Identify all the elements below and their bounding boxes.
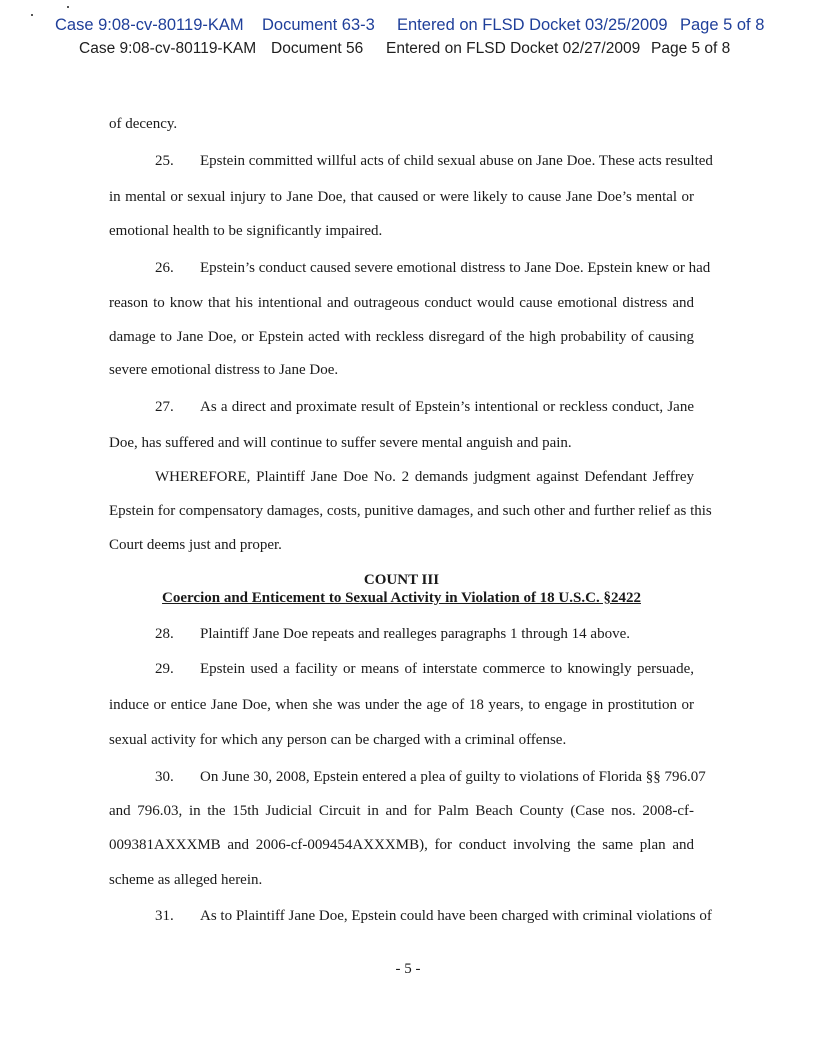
stamp-case-number: Case 9:08-cv-80119-KAM [55, 16, 244, 34]
paragraph-line: induce or entice Jane Doe, when she was under the age of 18 years, to engage in prostitution or [109, 697, 694, 713]
stamp-entered-date: Entered on FLSD Docket 02/27/2009 [386, 40, 641, 57]
paragraph-number: 30. [155, 769, 174, 785]
paragraph-number: 31. [155, 908, 174, 924]
paragraph-28: 28. Plaintiff Jane Doe repeats and realleges paragraphs 1 through 14 above. [155, 626, 630, 642]
paragraph-number: 28. [155, 626, 174, 642]
paragraph-31: 31. As to Plaintiff Jane Doe, Epstein could have been charged with criminal violations of [155, 908, 712, 924]
paragraph-number: 29. [155, 661, 174, 677]
paragraph-line: reason to know that his intentional and outrageous conduct would cause emotional distress and [109, 295, 694, 311]
paragraph-29: 29. Epstein used a facility or means of interstate commerce to knowingly persuade, [155, 661, 694, 677]
paragraph-30: 30. On June 30, 2008, Epstein entered a plea of guilty to violations of Florida §§ 796.07 [155, 769, 706, 785]
page-number: - 5 - [395, 961, 421, 977]
paragraph-line: Court deems just and proper. [109, 537, 282, 553]
stamp-page-number: Page 5 of 8 [651, 40, 731, 57]
paragraph-line: severe emotional distress to Jane Doe. [109, 362, 339, 378]
paragraph-number: 26. [155, 260, 174, 276]
stamp-document-number: Document 56 [271, 40, 364, 57]
stamp-document-number: Document 63-3 [262, 16, 375, 34]
paragraph-number: 27. [155, 399, 174, 415]
stamp-page-number: Page 5 of 8 [680, 16, 765, 34]
paragraph-line: sexual activity for which any person can be charged with a criminal offense. [109, 732, 567, 748]
paragraph-line: and 796.03, in the 15th Judicial Circuit in and for Palm Beach County (Case nos. 2008-cf- [109, 803, 694, 819]
scan-speck [31, 14, 33, 16]
count-heading: COUNT III [363, 572, 440, 588]
paragraph-26: 26. Epstein’s conduct caused severe emotional distress to Jane Doe. Epstein knew or had [155, 260, 711, 276]
paragraph-line: scheme as alleged herein. [109, 872, 263, 888]
paragraph-line: 009381AXXXMB and 2006-cf-009454AXXXMB), for conduct involving the same plan and [109, 837, 694, 853]
paragraph-line: emotional health to be significantly impaired. [109, 223, 383, 239]
paragraph-number: 25. [155, 153, 174, 169]
paragraph-line: Doe, has suffered and will continue to suffer severe mental anguish and pain. [109, 435, 572, 451]
paragraph-line: damage to Jane Doe, or Epstein acted with reckless disregard of the high probability of causing [109, 329, 694, 345]
carryover-line: of decency. [109, 116, 178, 132]
paragraph-line: in mental or sexual injury to Jane Doe, that caused or were likely to cause Jane Doe’s mental or [109, 189, 694, 205]
paragraph-27: 27. As a direct and proximate result of Epstein’s intentional or reckless conduct, Jane [155, 399, 694, 415]
count-subheading: Coercion and Enticement to Sexual Activity in Violation of 18 U.S.C. §2422 [162, 590, 641, 606]
paragraph-25: 25. Epstein committed willful acts of child sexual abuse on Jane Doe. These acts resulted [155, 153, 713, 169]
scan-speck [67, 6, 69, 8]
paragraph-line: Epstein for compensatory damages, costs, punitive damages, and such other and further relief as this [109, 503, 712, 519]
wherefore-clause: WHEREFORE, Plaintiff Jane Doe No. 2 demands judgment against Defendant Jeffrey [155, 469, 694, 485]
stamp-case-number: Case 9:08-cv-80119-KAM [79, 40, 257, 57]
stamp-entered-date: Entered on FLSD Docket 03/25/2009 [397, 16, 668, 34]
